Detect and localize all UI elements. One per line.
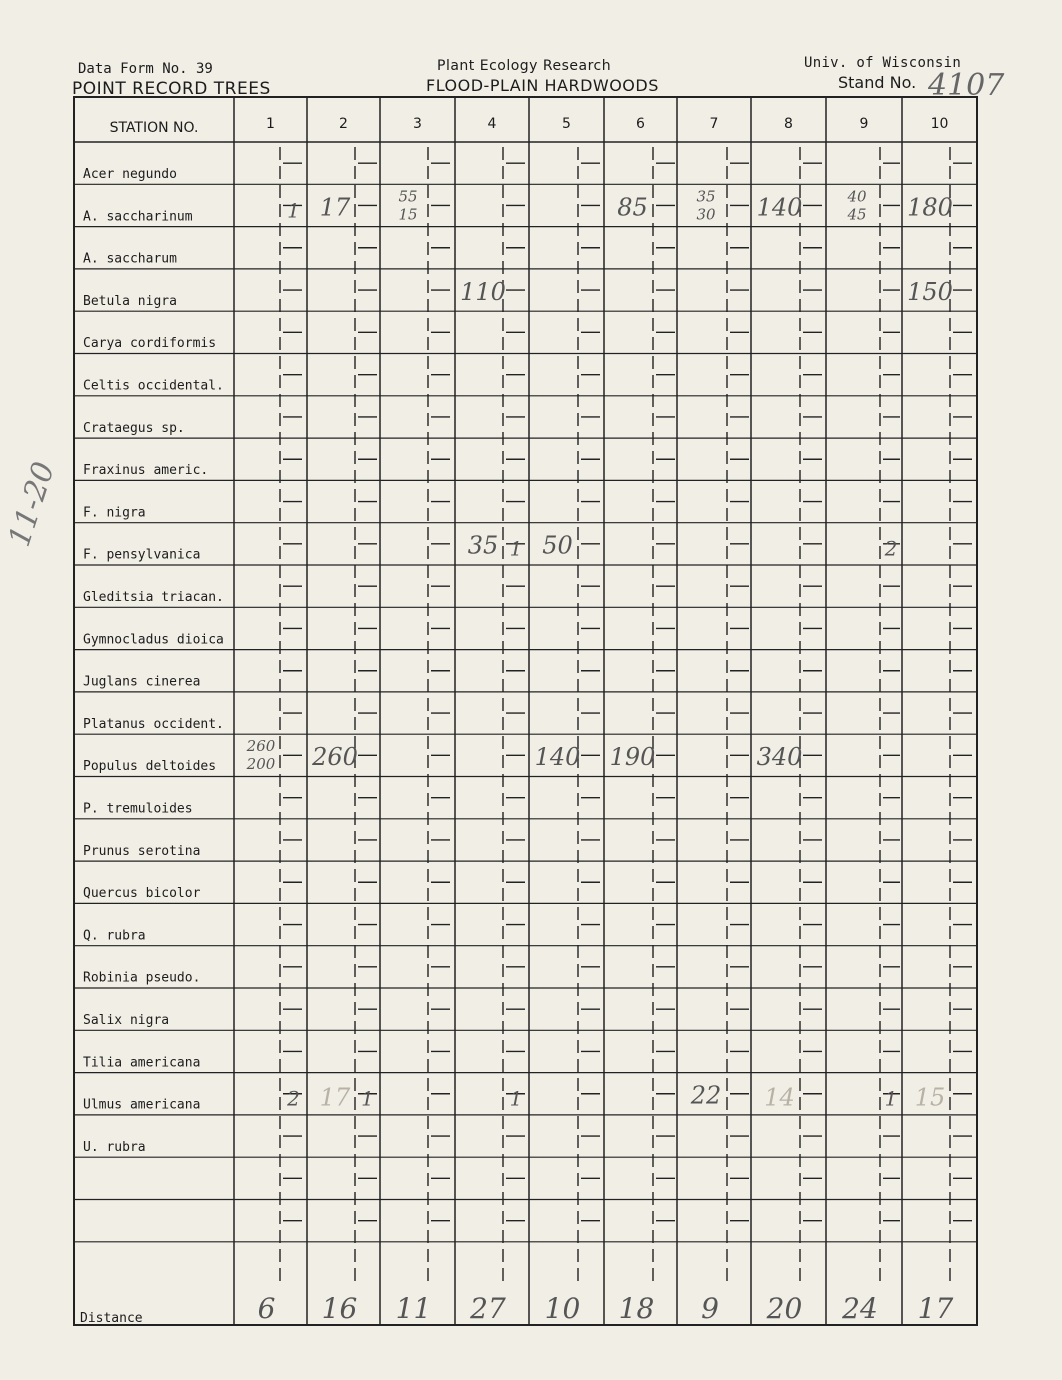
distance-value: 24 bbox=[842, 1292, 878, 1325]
tally-count: 2 bbox=[884, 536, 898, 561]
tally-count: 1 bbox=[884, 1086, 898, 1111]
diameter-value: 340 bbox=[756, 743, 803, 772]
species-label: Acer negundo bbox=[83, 167, 177, 182]
station-number: 4 bbox=[487, 116, 497, 132]
diameter-value: 190 bbox=[609, 743, 656, 772]
diameter-value: 180 bbox=[907, 193, 953, 222]
station-number: 8 bbox=[784, 116, 793, 132]
distance-value: 10 bbox=[544, 1292, 581, 1325]
species-label: Celtis occidental. bbox=[83, 378, 224, 394]
station-number: 9 bbox=[859, 116, 869, 132]
table-border bbox=[74, 97, 977, 1325]
distance-value: 18 bbox=[618, 1292, 655, 1325]
diameter-value: 200 bbox=[246, 755, 276, 774]
diameter-value: 35 bbox=[696, 187, 716, 206]
distance-label: Distance bbox=[80, 1311, 143, 1326]
organization: Plant Ecology Research bbox=[437, 58, 612, 74]
university: Univ. of Wisconsin bbox=[804, 55, 962, 71]
diameter-value: 140 bbox=[756, 193, 803, 222]
tally-count: 1 bbox=[287, 198, 300, 223]
station-number: 6 bbox=[636, 116, 645, 132]
faint-entry: 17 bbox=[319, 1083, 351, 1112]
diameter-value: 30 bbox=[696, 205, 716, 224]
tally-count: 1 bbox=[509, 1086, 523, 1111]
tally-count: 1 bbox=[361, 1086, 374, 1111]
distance-value: 16 bbox=[321, 1292, 358, 1325]
stand-number-label: Stand No. bbox=[838, 73, 917, 92]
diameter-value: 140 bbox=[534, 743, 581, 772]
tally-count: 1 bbox=[509, 536, 523, 561]
diameter-value: 50 bbox=[542, 531, 573, 560]
diameter-value: 260 bbox=[312, 743, 358, 772]
species-label: U. rubra bbox=[83, 1139, 146, 1155]
species-label: A. saccharum bbox=[83, 251, 177, 267]
species-label: A. saccharinum bbox=[83, 209, 193, 225]
diameter-value: 260 bbox=[246, 737, 276, 756]
diameter-value: 110 bbox=[460, 277, 506, 306]
species-label: P. tremuloides bbox=[83, 801, 193, 817]
species-label: F. nigra bbox=[83, 505, 146, 521]
diameter-value: 15 bbox=[398, 205, 418, 224]
faint-entry: 14 bbox=[764, 1083, 795, 1112]
form-number: Data Form No. 39 bbox=[78, 61, 213, 77]
species-label: Fraxinus americ. bbox=[83, 463, 209, 479]
station-number: 1 bbox=[266, 116, 275, 132]
species-label: Gymnocladus dioica bbox=[83, 632, 224, 648]
tally-count: 2 bbox=[287, 1086, 300, 1111]
faint-entry: 15 bbox=[914, 1083, 946, 1112]
diameter-value: 22 bbox=[690, 1081, 722, 1110]
species-label: Quercus bicolor bbox=[83, 886, 201, 902]
distance-value: 11 bbox=[395, 1292, 432, 1325]
species-label: Robinia pseudo. bbox=[83, 970, 201, 986]
species-label: Crataegus sp. bbox=[83, 420, 185, 436]
station-number: 10 bbox=[930, 116, 949, 132]
station-number: 2 bbox=[339, 116, 348, 132]
survey-type: FLOOD-PLAIN HARDWOODS bbox=[426, 76, 659, 95]
distance-value: 6 bbox=[257, 1292, 276, 1325]
species-label: Platanus occident. bbox=[83, 716, 224, 732]
diameter-value: 85 bbox=[617, 193, 648, 222]
species-label: F. pensylvanica bbox=[83, 547, 201, 563]
diameter-value: 35 bbox=[467, 531, 499, 560]
diameter-value: 55 bbox=[398, 187, 418, 206]
species-label: Salix nigra bbox=[83, 1013, 170, 1028]
form-title: POINT RECORD TREES bbox=[72, 79, 271, 99]
station-number: 7 bbox=[709, 116, 719, 132]
distance-value: 9 bbox=[701, 1292, 719, 1325]
species-label: Prunus serotina bbox=[83, 843, 201, 859]
species-label: Juglans cinerea bbox=[83, 674, 201, 690]
distance-value: 20 bbox=[766, 1292, 803, 1325]
species-label: Populus deltoides bbox=[83, 759, 217, 775]
margin-note: 11-20 bbox=[2, 457, 63, 551]
diameter-value: 150 bbox=[907, 277, 953, 306]
species-label: Gleditsia triacan. bbox=[83, 590, 224, 605]
species-label: Ulmus americana bbox=[83, 1097, 201, 1113]
diameter-value: 45 bbox=[847, 205, 867, 224]
distance-value: 27 bbox=[470, 1292, 506, 1325]
station-number: 3 bbox=[413, 116, 422, 132]
station-number: 5 bbox=[562, 116, 571, 132]
station-header: STATION NO. bbox=[109, 120, 199, 136]
distance-value: 17 bbox=[917, 1292, 954, 1325]
diameter-value: 17 bbox=[319, 193, 351, 222]
species-label: Q. rubra bbox=[83, 928, 146, 944]
species-label: Tilia americana bbox=[83, 1055, 201, 1071]
species-label: Carya cordiformis bbox=[83, 336, 217, 352]
diameter-value: 40 bbox=[847, 187, 867, 206]
stand-number-value: 4107 bbox=[928, 68, 1005, 103]
species-label: Betula nigra bbox=[83, 293, 177, 309]
